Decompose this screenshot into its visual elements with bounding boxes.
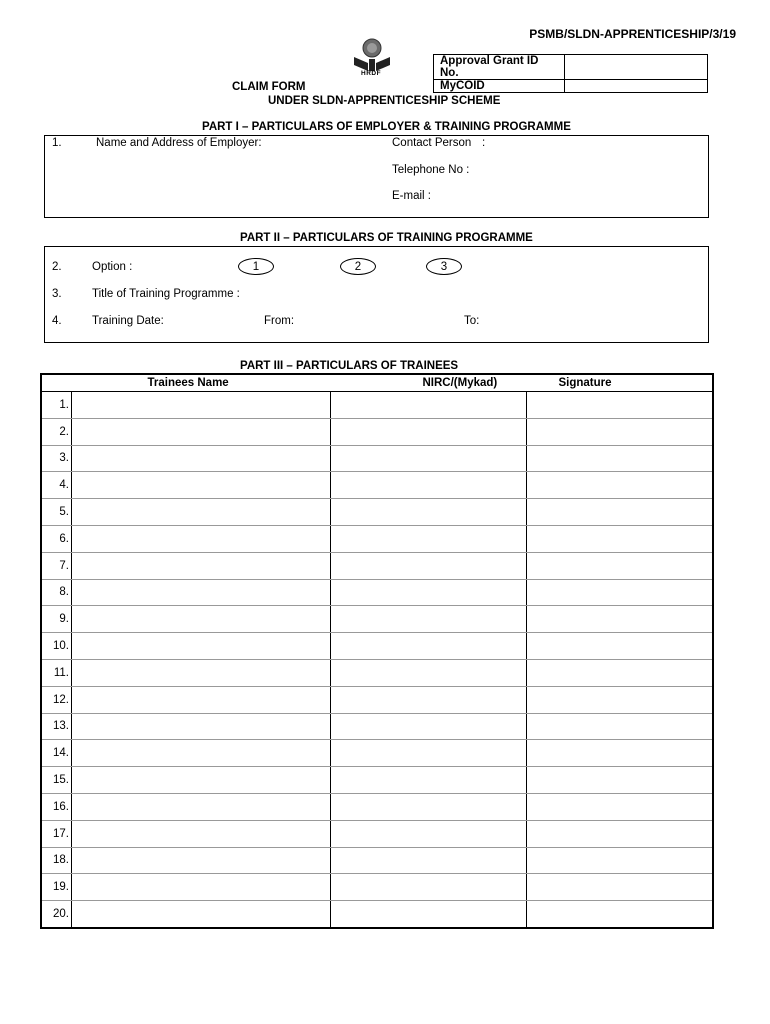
table-row xyxy=(41,499,713,526)
trainee-nric-cell[interactable] xyxy=(331,659,527,686)
trainee-signature-cell[interactable] xyxy=(527,606,714,633)
contact-person-label: Contact Person xyxy=(392,137,472,149)
trainee-nric-cell[interactable] xyxy=(331,901,527,928)
table-row xyxy=(41,659,713,686)
row-number: 1. xyxy=(41,392,72,419)
part2-title: PART II – PARTICULARS OF TRAINING PROGRAMME xyxy=(240,232,533,244)
row-number: 18. xyxy=(41,847,72,874)
trainee-nric-cell[interactable] xyxy=(331,767,527,794)
part1-number: 1. xyxy=(52,137,62,149)
trainee-nric-cell[interactable] xyxy=(331,713,527,740)
table-row xyxy=(41,686,713,713)
trainees-table xyxy=(40,373,714,929)
from-label: From: xyxy=(264,315,295,327)
table-row xyxy=(41,767,713,794)
trainee-nric-cell[interactable] xyxy=(331,793,527,820)
nric-header: NIRC/(Mykad) xyxy=(331,374,527,392)
row-number: 7. xyxy=(41,552,72,579)
contact-person-colon: : xyxy=(482,137,486,149)
trainee-nric-cell[interactable] xyxy=(331,606,527,633)
trainee-name-cell[interactable] xyxy=(72,392,331,419)
trainees-name-header: Trainees Name xyxy=(72,374,331,392)
table-row xyxy=(41,820,713,847)
trainee-signature-cell[interactable] xyxy=(527,499,714,526)
trainee-signature-cell[interactable] xyxy=(527,874,714,901)
id-table xyxy=(433,54,708,93)
form-subtitle: UNDER SLDN-APPRENTICESHIP SCHEME xyxy=(268,95,501,107)
telephone-label: Telephone No : xyxy=(392,164,470,176)
mycoid-label: MyCOID xyxy=(434,80,565,93)
trainee-name-cell[interactable] xyxy=(72,472,331,499)
employer-label: Name and Address of Employer: xyxy=(96,137,262,149)
table-row xyxy=(41,472,713,499)
row-number: 20. xyxy=(53,908,69,921)
trainee-name-cell[interactable] xyxy=(72,874,331,901)
table-row xyxy=(41,740,713,767)
row-number: 12. xyxy=(41,686,72,713)
trainee-name-cell[interactable] xyxy=(72,552,331,579)
option-1-oval[interactable]: 1 xyxy=(238,258,274,275)
email-label: E-mail : xyxy=(392,190,431,202)
trainee-name-cell[interactable] xyxy=(72,793,331,820)
trainee-nric-cell[interactable] xyxy=(331,418,527,445)
table-row xyxy=(41,793,713,820)
trainee-nric-cell[interactable] xyxy=(331,472,527,499)
row-number: 13. xyxy=(41,713,72,740)
row-number: 2. xyxy=(41,418,72,445)
hrdf-logo xyxy=(350,37,394,81)
trainee-signature-cell[interactable] xyxy=(527,686,714,713)
trainee-signature-cell[interactable] xyxy=(527,633,714,660)
part1-title: PART I – PARTICULARS OF EMPLOYER & TRAINING PROGRAMME xyxy=(202,121,571,133)
option-3-oval[interactable]: 3 xyxy=(426,258,462,275)
trainee-nric-cell[interactable] xyxy=(331,392,527,419)
number-column-header xyxy=(41,374,72,392)
table-row xyxy=(41,713,713,740)
table-row xyxy=(41,579,713,606)
trainee-signature-cell[interactable] xyxy=(527,713,714,740)
trainee-name-cell[interactable] xyxy=(72,847,331,874)
part3-title: PART III – PARTICULARS OF TRAINEES xyxy=(240,360,459,372)
trainee-nric-cell[interactable] xyxy=(331,740,527,767)
trainee-nric-cell[interactable] xyxy=(331,847,527,874)
trainee-name-cell[interactable] xyxy=(72,740,331,767)
trainee-nric-cell[interactable] xyxy=(331,579,527,606)
trainee-signature-cell[interactable] xyxy=(527,740,714,767)
trainee-name-cell[interactable] xyxy=(72,525,331,552)
row-number: 8. xyxy=(41,579,72,606)
table-row xyxy=(41,606,713,633)
trainee-signature-cell[interactable] xyxy=(527,579,714,606)
table-row xyxy=(41,418,713,445)
trainee-signature-cell[interactable] xyxy=(527,820,714,847)
trainee-nric-cell[interactable] xyxy=(331,820,527,847)
trainee-name-cell[interactable] xyxy=(72,767,331,794)
row-number: 4. xyxy=(41,472,72,499)
trainee-nric-cell[interactable] xyxy=(331,686,527,713)
table-row xyxy=(41,874,713,901)
option-2-oval[interactable]: 2 xyxy=(340,258,376,275)
trainee-name-cell[interactable] xyxy=(72,445,331,472)
table-row xyxy=(41,445,713,472)
trainee-name-cell[interactable] xyxy=(72,820,331,847)
row-number: 5. xyxy=(41,499,72,526)
trainee-name-cell[interactable] xyxy=(72,606,331,633)
row-number: 11. xyxy=(41,659,72,686)
trainee-nric-cell[interactable] xyxy=(331,633,527,660)
to-label: To: xyxy=(464,315,480,327)
trainee-signature-cell[interactable] xyxy=(527,847,714,874)
trainee-signature-cell[interactable] xyxy=(527,418,714,445)
trainee-signature-cell[interactable] xyxy=(527,793,714,820)
trainee-signature-cell[interactable] xyxy=(527,552,714,579)
trainee-nric-cell[interactable] xyxy=(331,525,527,552)
trainee-signature-cell[interactable] xyxy=(527,472,714,499)
row-number: 10. xyxy=(41,633,72,660)
trainee-name-cell[interactable] xyxy=(72,633,331,660)
training-date-label: Training Date: xyxy=(92,315,164,327)
option-label: Option : xyxy=(92,261,133,273)
table-row xyxy=(41,552,713,579)
row-number: 6. xyxy=(41,525,72,552)
trainee-nric-cell[interactable] xyxy=(331,445,527,472)
trainee-signature-cell[interactable] xyxy=(527,901,714,928)
row-number: 19. xyxy=(41,874,72,901)
trainee-signature-cell[interactable] xyxy=(527,525,714,552)
trainee-name-cell[interactable] xyxy=(72,686,331,713)
trainee-name-cell[interactable] xyxy=(72,579,331,606)
mycoid-field[interactable] xyxy=(565,80,708,93)
title-number: 3. xyxy=(52,288,62,300)
trainee-signature-cell[interactable] xyxy=(527,659,714,686)
table-row xyxy=(41,901,713,928)
table-row xyxy=(41,847,713,874)
form-title: CLAIM FORM xyxy=(232,81,306,93)
trainee-name-cell[interactable] xyxy=(72,499,331,526)
trainee-nric-cell[interactable] xyxy=(331,499,527,526)
approval-grant-field[interactable] xyxy=(565,55,708,80)
table-row xyxy=(41,633,713,660)
table-row xyxy=(41,525,713,552)
logo-text: HRDF xyxy=(361,70,382,77)
trainee-name-cell[interactable] xyxy=(72,659,331,686)
trainee-nric-cell[interactable] xyxy=(331,552,527,579)
trainee-signature-cell[interactable] xyxy=(527,445,714,472)
row-number: 14. xyxy=(41,740,72,767)
training-title-label: Title of Training Programme : xyxy=(92,288,240,300)
signature-header: Signature xyxy=(527,374,714,392)
row-number: 17. xyxy=(41,820,72,847)
trainee-name-cell[interactable] xyxy=(72,418,331,445)
row-number: 15. xyxy=(41,767,72,794)
table-row xyxy=(41,392,713,419)
trainee-signature-cell[interactable] xyxy=(527,767,714,794)
option-number: 2. xyxy=(52,261,62,273)
row-number: 9. xyxy=(41,606,72,633)
form-code: PSMB/SLDN-APPRENTICESHIP/3/19 xyxy=(529,27,736,41)
date-number: 4. xyxy=(52,315,62,327)
row-number: 3. xyxy=(41,445,72,472)
row-number: 16. xyxy=(41,793,72,820)
trainee-name-cell[interactable] xyxy=(72,901,331,928)
trainee-signature-cell[interactable] xyxy=(527,392,714,419)
table-header-row xyxy=(41,374,713,392)
trainee-name-cell[interactable] xyxy=(72,713,331,740)
approval-grant-label: Approval Grant ID No. xyxy=(434,55,565,80)
trainee-nric-cell[interactable] xyxy=(331,874,527,901)
